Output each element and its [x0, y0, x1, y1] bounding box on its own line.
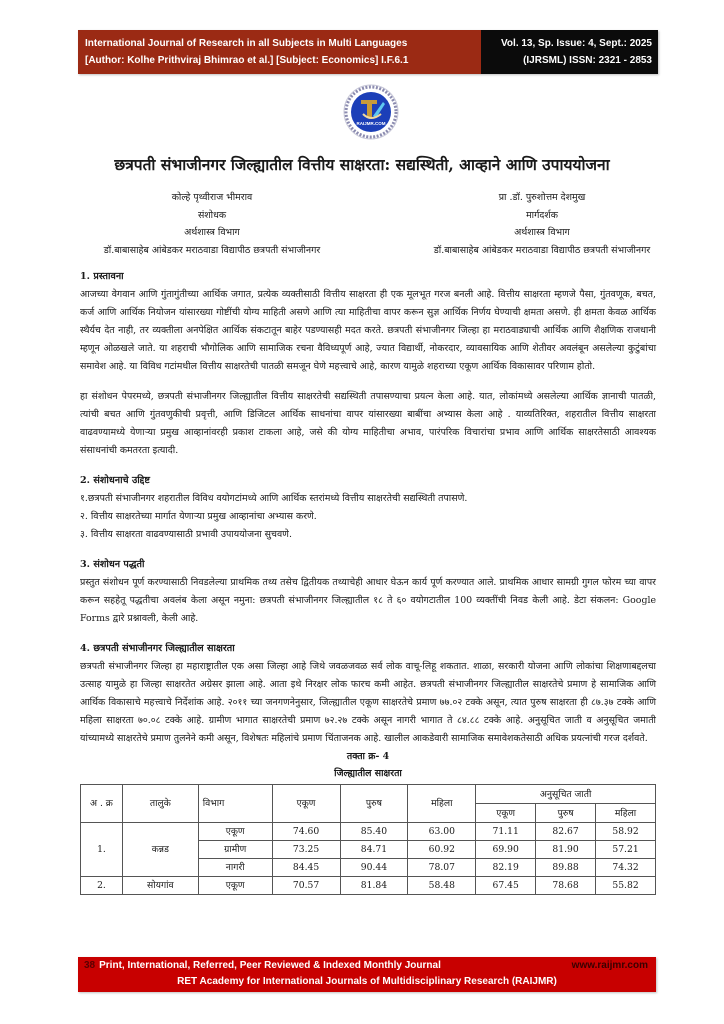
- section-heading-literacy: 4. छत्रपती संभाजीनगर जिल्ह्यातील साक्षरता: [80, 643, 235, 654]
- cell-value: 67.45: [476, 877, 536, 895]
- cell-value: 82.67: [536, 823, 596, 841]
- author-department: अर्थशास्त्र विभाग: [514, 227, 570, 238]
- cell-value: 57.21: [596, 841, 656, 859]
- author-name: प्रा .डॉ. पुरुशोत्तम देशमुख: [498, 192, 586, 203]
- cell-value: 81.84: [340, 877, 408, 895]
- cell-sr: 2.: [81, 877, 123, 895]
- intro-paragraph-1: आजच्या वेगवान आणि गुंतागुंतीच्या आर्थिक जगात, प्रत्येक व्यक्तीसाठी वित्तीय साक्षरता ही एक मूलभूत गरज बनली आहे. वित्तीय साक्षरता म्हणजे पैसा, गुंतवणूक, बचत, कर्ज आणि आर्थिक नियोजन यांसारख्या गोष्टींची योग्य माहिती असणे आणि त्या माहितीचा वापर करून सुज्ञ आर्थिक निर्णय घेण्याची क्षमता असणे. ही क्षमता केवळ आर्थिक स्थैर्यच देत नाही, तर व्यक्तीला अनपेक्षित आर्थिक संकटातून बाहेर पडण्यासही मदत करते. छत्रपती संभाजीनगर जिल्हा हा मराठवाड्याची आर्थिक आणि शैक्षणिक राजधानी म्हणून ओळखले जाते. या शहराची भौगोलिक आणि सामाजिक रचना वैविध्यपूर्ण आहे, ज्यात विद्यार्थी, नोकरदार, व्यावसायिक आणि शेतीवर अवलंबून असलेल्या कुटुंबांचा समावेश आहे. या विविध गटांमधील वित्तीय साक्षरतेची पातळी समजून घेणे महत्त्वाचे आहे, कारण यामुळे शहराच्या एकूण आर्थिक विकासावर परिणाम होतो.: [80, 289, 656, 372]
- cell-taluka: सोयगांव: [122, 877, 198, 895]
- author-block-primary: [62, 189, 362, 259]
- logo-text: RAIJMR.COM: [356, 121, 386, 126]
- logo-seal-icon: [343, 84, 399, 140]
- author-name: कोल्हे पृथ्वीराज भीमराव: [171, 192, 253, 203]
- cell-value: 73.25: [272, 841, 340, 859]
- cell-sr: 1.: [81, 823, 123, 877]
- objective-item: १.छत्रपती संभाजीनगर शहरातील विविध वयोगटांमध्ये आणि आर्थिक स्तरांमध्ये वित्तीय साक्षरतेची सद्यस्थिती तपासणे.: [80, 493, 468, 504]
- table-number: तक्ता क्र- 4: [346, 751, 390, 762]
- journal-name: International Journal of Research in all Subjects in Multi Languages: [85, 38, 408, 49]
- cell-value: 85.40: [340, 823, 408, 841]
- cell-division: नागरी: [198, 859, 272, 877]
- cell-division: ग्रामीण: [198, 841, 272, 859]
- issn: (IJRSML) ISSN: 2321 - 2853: [523, 55, 652, 66]
- cell-value: 82.19: [476, 859, 536, 877]
- header-taluka: तालुके: [122, 785, 198, 823]
- cell-value: 84.71: [340, 841, 408, 859]
- header-division: विभाग: [198, 785, 272, 823]
- objective-item: २. वित्तीय साक्षरतेच्या मार्गात येणाऱ्या प्रमुख आव्हानांचा अभ्यास करणे.: [80, 511, 317, 522]
- cell-value: 78.68: [536, 877, 596, 895]
- header-sc-group: अनुसूचित जाती: [476, 785, 656, 804]
- author-role: संशोधक: [197, 209, 227, 221]
- author-role: मार्गदर्शक: [526, 209, 558, 221]
- cell-division: एकूण: [198, 877, 272, 895]
- cell-taluka: कन्नड: [122, 823, 198, 877]
- cell-value: 58.48: [408, 877, 476, 895]
- footer-publisher: RET Academy for International Journals of Multidisciplinary Research (RAIJMR): [177, 976, 557, 987]
- cell-value: 74.60: [272, 823, 340, 841]
- footer-journal-type: Print, International, Referred, Peer Reviewed & Indexed Monthly Journal: [99, 960, 441, 971]
- cell-value: 58.92: [596, 823, 656, 841]
- cell-value: 60.92: [408, 841, 476, 859]
- cell-value: 69.90: [476, 841, 536, 859]
- section-heading-methodology: 3. संशोधन पद्धती: [80, 559, 145, 570]
- page-number: 38: [84, 960, 96, 971]
- paper-title: छत्रपती संभाजीनगर जिल्ह्यातील वित्तीय साक्षरता: सद्यस्थिती, आव्हाने आणि उपाययोजना: [114, 155, 610, 174]
- cell-value: 55.82: [596, 877, 656, 895]
- cell-value: 74.32: [596, 859, 656, 877]
- table-title: जिल्ह्यातील साक्षरता: [334, 768, 402, 779]
- footer-website-link[interactable]: www.raijmr.com: [571, 960, 648, 971]
- header-sr: अ . क्र: [81, 785, 123, 823]
- objective-item: ३. वित्तीय साक्षरता वाढवण्यासाठी प्रभावी उपाययोजना सुचवणे.: [80, 529, 292, 540]
- author-subject: [Author: Kolhe Prithviraj Bhimrao et al.] [Subject: Economics] I.F.6.1: [85, 55, 409, 66]
- table-row: [81, 823, 656, 841]
- journal-header: [78, 30, 658, 74]
- header-male: पुरुष: [340, 785, 408, 823]
- cell-value: 70.57: [272, 877, 340, 895]
- section-heading-introduction: 1. प्रस्तावना: [80, 271, 124, 282]
- cell-value: 89.88: [536, 859, 596, 877]
- literacy-table: [80, 784, 656, 895]
- journal-footer: [78, 957, 656, 992]
- cell-value: 90.44: [340, 859, 408, 877]
- intro-paragraph-2: हा संशोधन पेपरमध्ये, छत्रपती संभाजीनगर जिल्ह्यातील वित्तीय साक्षरतेची सद्यस्थिती तपासण्याचा प्रयत्न केला आहे. यात, लोकांमध्ये असलेल्या आर्थिक ज्ञानाची पातळी, त्यांची बचत आणि गुंतवणुकीची प्रवृत्ती, आणि डिजिटल आर्थिक साधनांचा वापर यांसारख्या बाबींचा अभ्यास केला आहे . याव्यतिरिक्त, शहरातील वित्तीय साक्षरता वाढवण्यामध्ये येणाऱ्या प्रमुख आव्हानांवरही प्रकाश टाकला आहे, जसे की योग्य माहितीचा अभाव, पारंपरिक विचारांचा प्रभाव आणि आर्थिक साक्षरतेसाठी आवश्यक संसाधनांची कमतरता इत्यादी.: [80, 391, 656, 456]
- author-university: डॉ.बाबासाहेब आंबेडकर मराठवाडा विद्यापीठ छत्रपती संभाजीनगर: [103, 244, 321, 256]
- section-heading-objectives: 2. संशोधनाचे उद्दिष्ट: [80, 475, 150, 486]
- header-sc-total: एकूण: [476, 804, 536, 823]
- cell-value: 71.11: [476, 823, 536, 841]
- header-total: एकूण: [272, 785, 340, 823]
- literacy-paragraph: छत्रपती संभाजीनगर जिल्हा हा महाराष्ट्रातील एक असा जिल्हा आहे जिथे जवळजवळ सर्व लोक वाचू-लिहू शकतात. शाळा, सरकारी योजना आणि लोकांचा शिक्षणाबद्दलचा उत्साह यामुळे हा जिल्हा साक्षरतेत अग्रेसर झाला आहे. आता इथे निरक्षर लोक फारच कमी आहेत. छत्रपती संभाजीनगर जिल्ह्यातील साक्षरतेचे प्रमाण हे सामाजिक आणि आर्थिक विकासाचे महत्त्वाचे निर्देशांक आहे. २०११ च्या जनगणनेनुसार, जिल्ह्यातील एकूण साक्षरतेचे प्रमाण ७७.०२ टक्के असून, त्यात पुरुष साक्षरता ही ८७.३७ टक्के आणि महिला साक्षरता ७०.०८ टक्के आहे. ग्रामीण भागात साक्षरतेची प्रमाण ७२.२७ टक्के असून नागरी भागात ते ८४.८८ टक्के आहे. अनुसूचित जाती व अनुसूचित जमाती यांच्यामध्ये साक्षरतेचे प्रमाण तुलनेने कमी असून, विशेषतः महिलांचे प्रमाण चिंताजनक आहे. खालील आकडेवारी सामाजिक समावेशकतेसाठी अधिक प्रयत्नांची गरज दर्शवते.: [80, 661, 656, 744]
- author-university: डॉ.बाबासाहेब आंबेडकर मराठवाडा विद्यापीठ छत्रपती संभाजीनगर: [433, 244, 651, 256]
- cell-value: 84.45: [272, 859, 340, 877]
- raijmr-logo: [343, 84, 399, 140]
- paper-body: [80, 268, 656, 895]
- header-right-panel: [481, 30, 658, 74]
- header-female: महिला: [408, 785, 476, 823]
- author-department: अर्थशास्त्र विभाग: [184, 227, 240, 238]
- cell-value: 78.07: [408, 859, 476, 877]
- cell-division: एकूण: [198, 823, 272, 841]
- header-sc-female: महिला: [596, 804, 656, 823]
- table-row: [81, 877, 656, 895]
- volume-issue: Vol. 13, Sp. Issue: 4, Sept.: 2025: [501, 38, 652, 49]
- cell-value: 63.00: [408, 823, 476, 841]
- methodology-paragraph: प्रस्तुत संशोधन पूर्ण करण्यासाठी निवडलेल्या प्राथमिक तथ्य तसेच द्वितीयक तथ्याचेही आधार घेऊन कार्य पूर्ण करण्यात आले. प्राथमिक आधार सामग्री गुगल फोरम च्या वापर करून सहहेतू पद्धतीचा अवलंब केला असून नमुना: छत्रपती संभाजीनगर जिल्ह्यातील १८ ते ६० वयोगटातील 100 व्यक्तींची निवड केली आहे. डेटा संकलन: Google Forms द्वारे प्रश्नावली, केली आहे.: [80, 577, 656, 624]
- author-block-guide: [392, 189, 692, 259]
- header-left-panel: [78, 30, 481, 74]
- cell-value: 81.90: [536, 841, 596, 859]
- header-sc-male: पुरुष: [536, 804, 596, 823]
